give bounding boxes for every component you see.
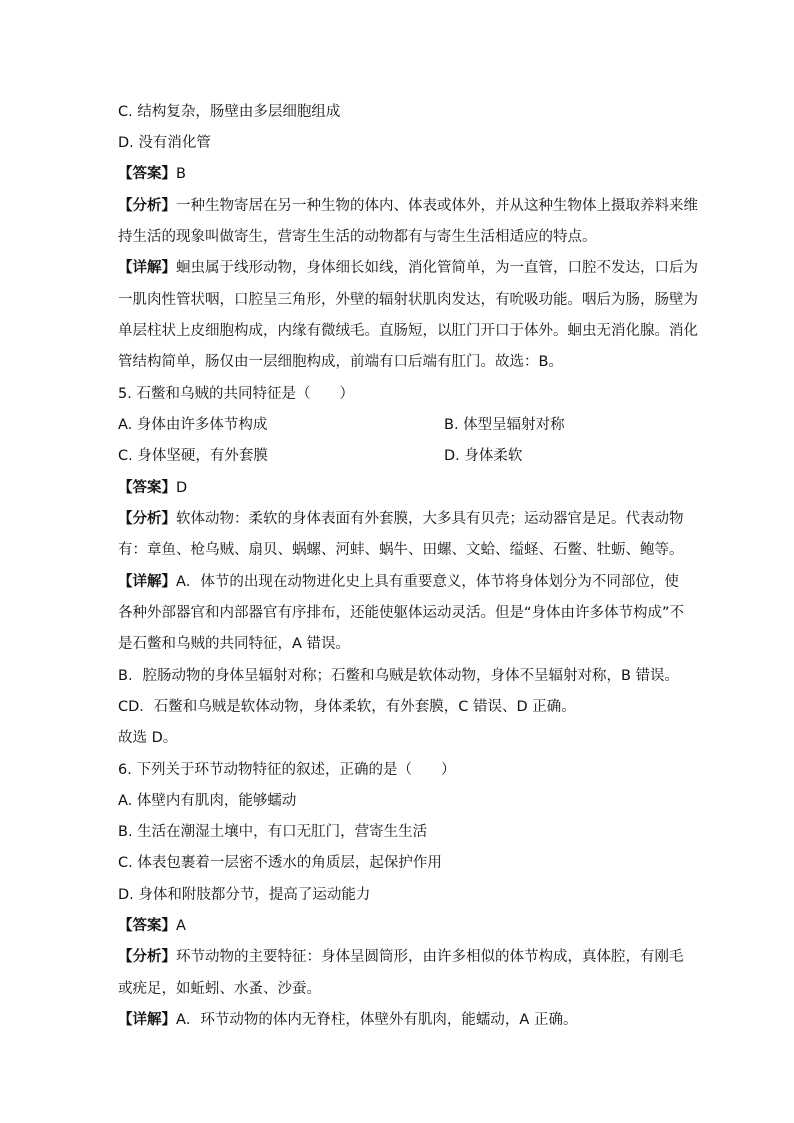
answer-value: B xyxy=(176,166,186,182)
answer-tag: 【答案】 xyxy=(118,918,176,934)
q5-conclusion: 故选 D。 xyxy=(118,730,178,746)
q6-analysis-line-1 xyxy=(118,947,684,967)
q6-option-c: C. 体表包裹着一层密不透水的角质层，起保护作用 xyxy=(118,855,442,871)
analysis-text: 环节动物的主要特征：身体呈圆筒形，由许多相似的体节构成，真体腔，有刚毛 xyxy=(176,949,684,965)
q5-detail-cd: CD．石鳖和乌贼是软体动物，身体柔软，有外套膜，C 错误、D 正确。 xyxy=(118,699,576,715)
q4-detail-line-4: 管结构简单，肠仅由一层细胞构成，前端有口后端有肛门。故选：B。 xyxy=(118,354,563,370)
detail-text: A．环节动物的体内无脊柱，体壁外有肌肉，能蠕动，A 正确。 xyxy=(176,1012,578,1028)
analysis-text: 一种生物寄居在另一种生物的体内、体表或体外，并从这种生物体上摄取养料来维 xyxy=(176,198,698,214)
q4-detail-line-2: 一肌肉性管状咽，口腔呈三角形，外壁的辐射状肌肉发达，有吮吸功能。咽后为肠，肠壁为 xyxy=(118,292,698,308)
q5-option-a: A. 身体由许多体节构成 xyxy=(118,417,268,433)
q5-option-c: C. 身体坚硬，有外套膜 xyxy=(118,448,268,464)
analysis-tag: 【分析】 xyxy=(118,511,176,527)
q5-detail-line-3: 是石鳖和乌贼的共同特征，A 错误。 xyxy=(118,636,351,652)
q4-detail-line-1 xyxy=(118,258,698,278)
q6-detail-line-1 xyxy=(118,1010,577,1030)
q4-analysis-line-2: 持生活的现象叫做寄生，营寄生生活的动物都有与寄生生活相适应的特点。 xyxy=(118,229,597,245)
q6-option-b: B. 生活在潮湿土壤中，有口无肛门，营寄生生活 xyxy=(118,824,428,840)
q6-stem: 6. 下列关于环节动物特征的叙述，正确的是（ ） xyxy=(118,762,456,778)
q6-option-a: A. 体壁内有肌肉，能够蠕动 xyxy=(118,793,297,809)
q5-detail-line-2: 各种外部器官和内部器官有序排布，还能使躯体运动灵活。但是“身体由许多体节构成”不 xyxy=(118,605,685,621)
q5-answer xyxy=(118,478,187,498)
q5-option-b: B. 体型呈辐射对称 xyxy=(444,417,565,433)
q6-option-d: D. 身体和附肢都分节，提高了运动能力 xyxy=(118,887,371,903)
q6-answer xyxy=(118,916,186,936)
q5-detail-b: B．腔肠动物的身体呈辐射对称；石鳖和乌贼是软体动物，身体不呈辐射对称，B 错误。 xyxy=(118,668,680,684)
detail-tag: 【详解】 xyxy=(118,1012,176,1028)
q4-analysis-line-1 xyxy=(118,196,698,216)
answer-tag: 【答案】 xyxy=(118,166,176,182)
q4-option-c: C. 结构复杂，肠壁由多层细胞组成 xyxy=(118,104,341,120)
q6-analysis-line-2: 或疣足，如蚯蚓、水蚤、沙蚕。 xyxy=(118,981,321,997)
detail-tag: 【详解】 xyxy=(118,260,176,276)
analysis-text: 软体动物：柔软的身体表面有外套膜，大多具有贝壳；运动器官是足。代表动物 xyxy=(176,511,684,527)
q5-option-d: D. 身体柔软 xyxy=(444,448,523,464)
answer-value: A xyxy=(176,918,186,934)
q5-detail-line-1 xyxy=(118,572,679,592)
q5-analysis-line-2: 有：章鱼、枪乌贼、扇贝、蜗螺、河蚌、蜗牛、田螺、文蛤、缢蛏、石鳖、牡蛎、鲍等。 xyxy=(118,542,684,558)
q5-analysis-line-1 xyxy=(118,509,684,529)
detail-tag: 【详解】 xyxy=(118,574,176,590)
q4-answer xyxy=(118,164,186,184)
q4-option-d: D. 没有消化管 xyxy=(118,135,211,151)
answer-tag: 【答案】 xyxy=(118,480,176,496)
analysis-tag: 【分析】 xyxy=(118,198,176,214)
q5-stem: 5. 石鳖和乌贼的共同特征是（ ） xyxy=(118,386,354,402)
answer-value: D xyxy=(176,480,188,496)
detail-text: 蛔虫属于线形动物，身体细长如线，消化管简单，为一直管，口腔不发达，口后为 xyxy=(176,260,698,276)
detail-text: A．体节的出现在动物进化史上具有重要意义，体节将身体划分为不同部位，使 xyxy=(176,574,679,590)
q4-detail-line-3: 单层柱状上皮细胞构成，内缘有微绒毛。直肠短，以肛门开口于体外。蛔虫无消化腺。消化 xyxy=(118,323,698,339)
analysis-tag: 【分析】 xyxy=(118,949,176,965)
